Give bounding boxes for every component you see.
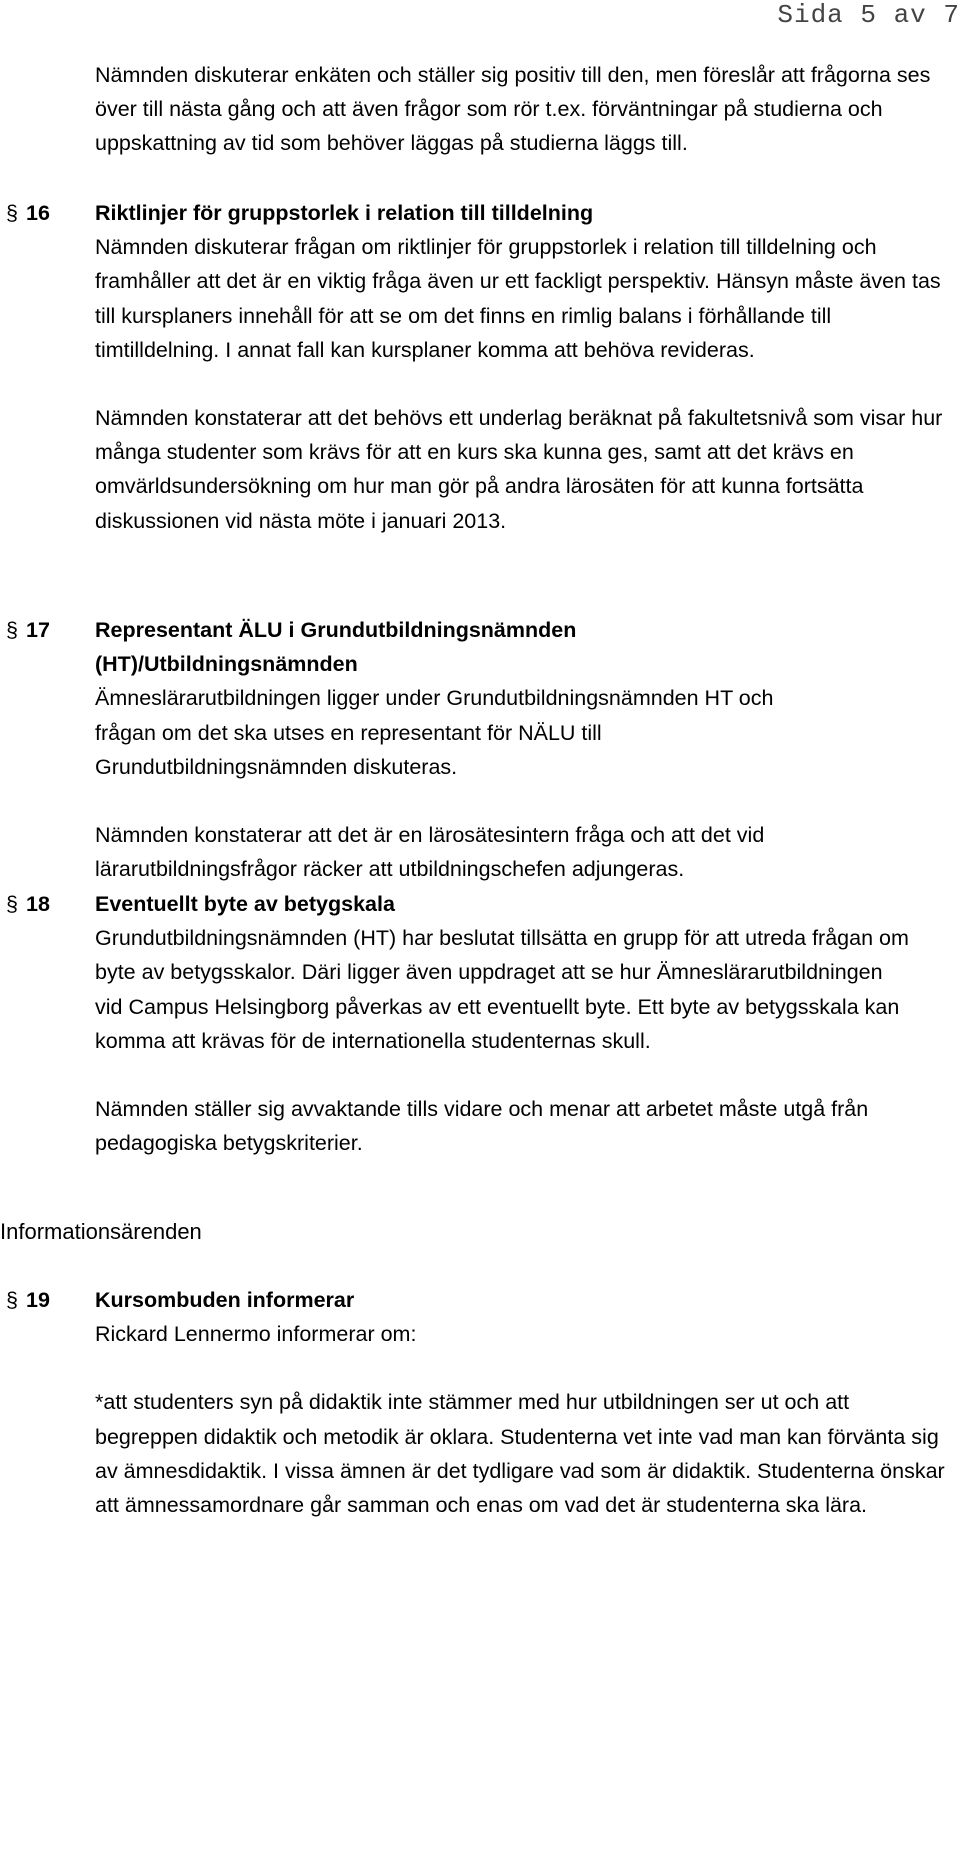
section-symbol: § <box>6 892 18 916</box>
item-title: Representant ÄLU i Grundutbildningsnämnden (HT)/Utbildningsnämnden <box>95 618 577 677</box>
item-paragraph: Nämnden konstaterar att det behövs ett underlag beräknat på fakultetsnivå som visar hur många studenter som krävs för att en kurs ska kunna ges, samt att det krävs en omvärldsundersökning om hur man gör på andra lärosäten för att kunna fortsätta diskussionen vid nästa möte i januari 2013. <box>95 406 943 533</box>
item-number: 19 <box>26 1288 50 1312</box>
intro-paragraph <box>95 58 955 161</box>
item-number: 16 <box>26 201 50 225</box>
item-number: 17 <box>26 618 50 642</box>
item-paragraph: Nämnden ställer sig avvaktande tills vidare och menar att arbetet måste utgå från pedagogiska betygskriterier. <box>95 1097 869 1156</box>
item-paragraph: Ämneslärarutbildningen ligger under Grundutbildningsnämnden HT och frågan om det ska utses en representant för NÄLU till Grundutbildningsnämnden diskuteras. <box>95 686 774 779</box>
item-title: Kursombuden informerar <box>95 1288 355 1312</box>
item-paragraph: Nämnden konstaterar att det är en lärosätesintern fråga och att det vid lärarutbildningsfrågor räcker att utbildningschefen adjungeras. <box>95 823 765 882</box>
item-title: Riktlinjer för gruppstorlek i relation till tilldelning <box>95 201 594 225</box>
intro-text: Nämnden diskuterar enkäten och ställer sig positiv till den, men föreslår att frågorna ses över till nästa gång och att även frågor som rör t.ex. förväntningar på studierna och uppskattning av tid som behöver läggas på studierna läggs till. <box>95 63 931 156</box>
item-paragraph: *att studenters syn på didaktik inte stämmer med hur utbildningen ser ut och att begreppen didaktik och metodik är oklara. Studenterna vet inte vad man kan förvänta sig av ämnesdidaktik. I vissa ämnen är det tydligare vad som är didaktik. Studenterna önskar att ämnessamordnare går samman och enas om vad det är studenterna ska lära. <box>95 1390 945 1518</box>
item-subtitle: Rickard Lennermo informerar om: <box>95 1322 417 1347</box>
agenda-item-16 <box>95 196 955 538</box>
item-paragraph: Grundutbildningsnämnden (HT) har beslutat tillsätta en grupp för att utreda frågan om byte av betygsskalor. Däri ligger även uppdraget att se hur Ämneslärarutbildningen vid Campus Helsingborg påverkas av ett eventuellt byte. Ett byte av betygsskala kan komma att krävas för de internationella studenternas skull. <box>95 926 909 1053</box>
agenda-item-17 <box>95 613 835 886</box>
section-symbol: § <box>6 1288 18 1312</box>
page-number: Sida 5 av 7 <box>777 0 960 30</box>
item-paragraph: Nämnden diskuterar frågan om riktlinjer för gruppstorlek i relation till tilldelning och framhåller att det är en viktig fråga även ur ett fackligt perspektiv. Hänsyn måste även tas till kursplaners innehåll för att se om det finns en rimlig balans i förhållande till timtilldelning. I annat fall kan kursplaner komma att behöva revideras. <box>95 235 941 362</box>
agenda-item-19 <box>95 1283 955 1522</box>
section-symbol: § <box>6 201 18 225</box>
agenda-item-18 <box>95 887 915 1160</box>
item-number: 18 <box>26 892 50 916</box>
section-symbol: § <box>6 618 18 642</box>
section-label: Informationsärenden <box>0 1219 202 1244</box>
item-title: Eventuellt byte av betygskala <box>95 892 395 916</box>
